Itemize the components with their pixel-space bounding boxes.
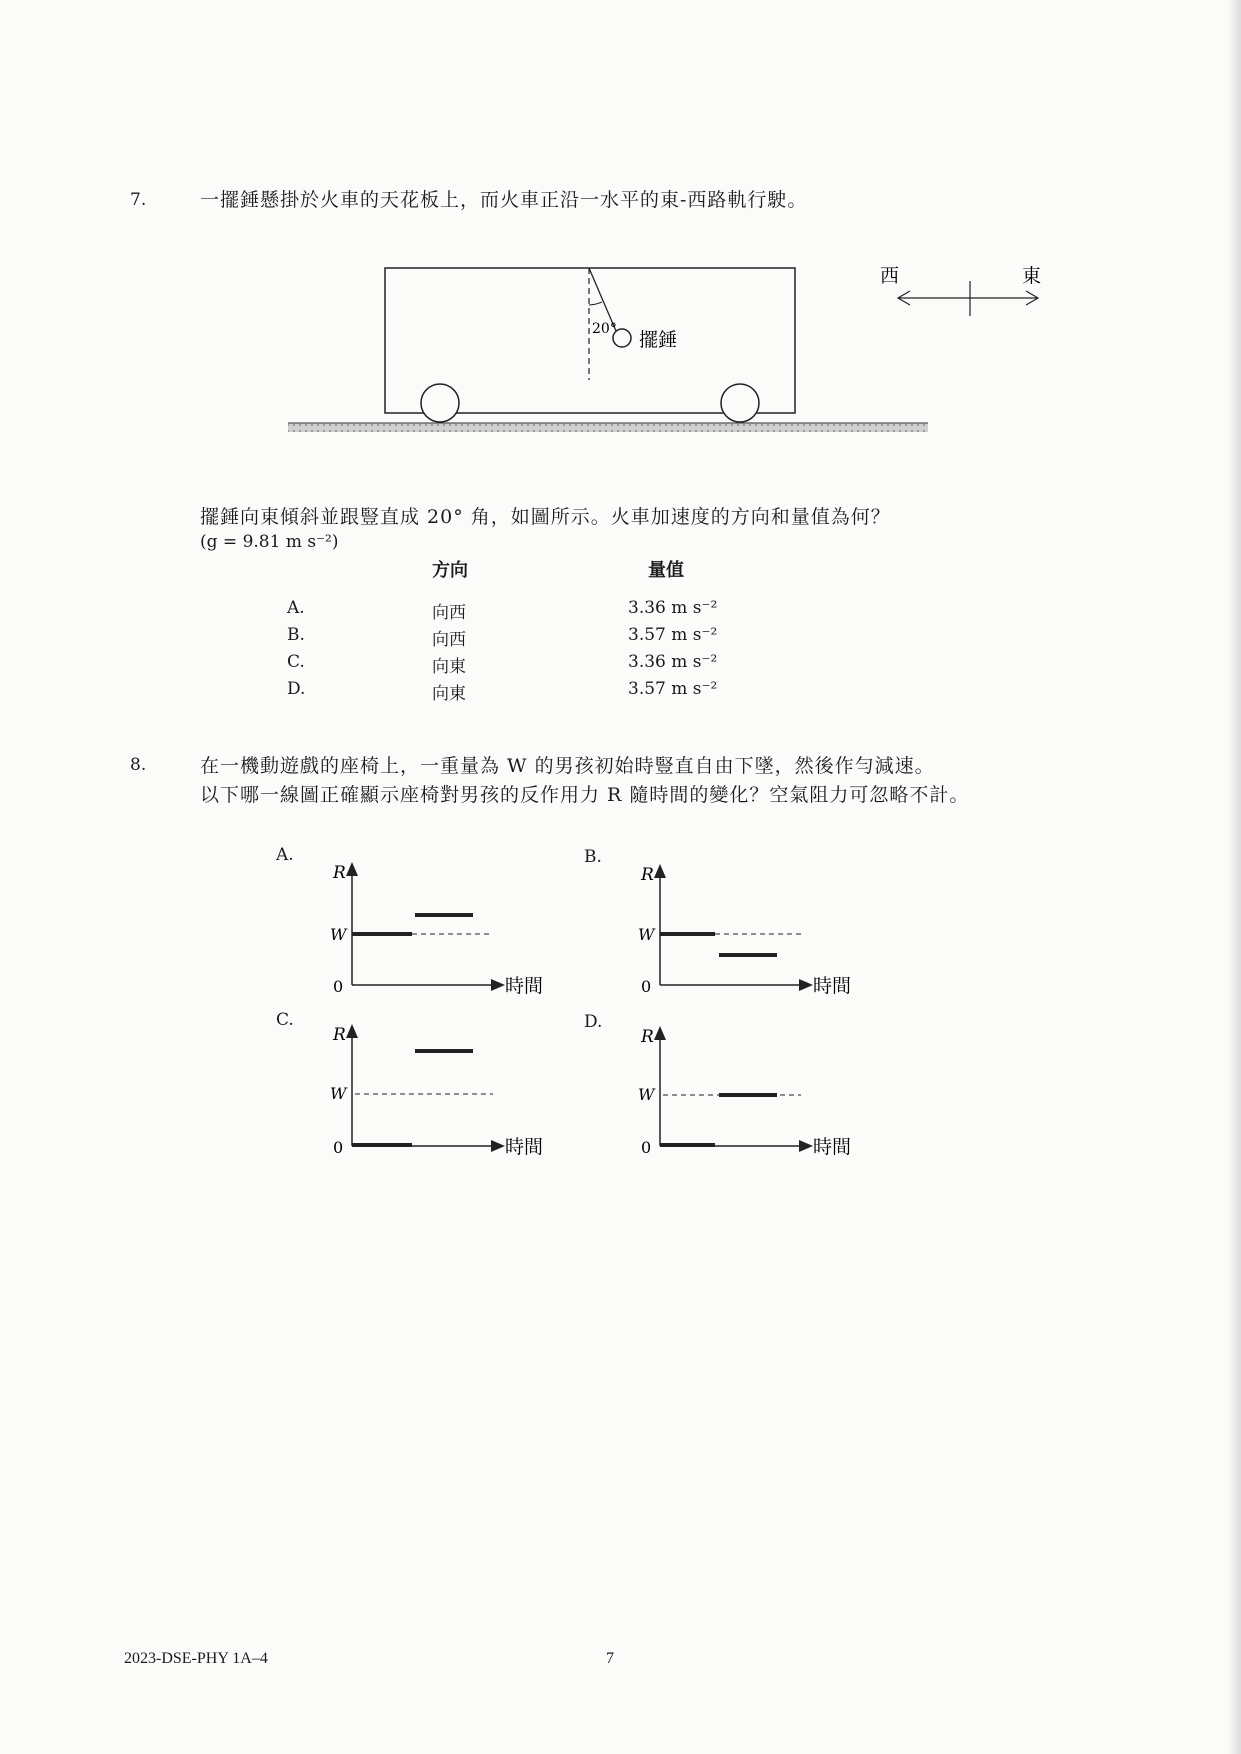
y-axis-label: R <box>641 865 654 885</box>
q7-train-diagram <box>280 255 1060 445</box>
q7-option-a-magnitude: 3.36 m s⁻² <box>628 598 718 618</box>
weight-label: W <box>330 925 347 944</box>
q7-given: (g = 9.81 m s⁻²) <box>200 532 339 552</box>
zero-label: 0 <box>333 977 344 996</box>
q7-option-c-direction: 向東 <box>432 657 466 677</box>
q7-option-c-letter: C. <box>287 652 305 672</box>
x-axis-arrow-icon <box>799 979 813 991</box>
q8-graph-b-letter: B. <box>584 847 602 867</box>
q8-graph-a-letter: A. <box>276 845 294 865</box>
q7-header-direction: 方向 <box>432 560 468 581</box>
weight-label: W <box>638 1085 655 1104</box>
angle-arc <box>589 302 602 305</box>
y-axis-label: R <box>641 1027 654 1047</box>
west-label: 西 <box>880 265 900 287</box>
page-number: 7 <box>606 1650 614 1667</box>
east-label: 東 <box>1022 265 1042 287</box>
q7-stem: 一擺錘懸掛於火車的天花板上，而火車正沿一水平的東-西路軌行駛。 <box>200 189 808 211</box>
y-axis-arrow-icon <box>654 1026 666 1040</box>
zero-label: 0 <box>641 977 652 996</box>
q7-option-d-direction: 向東 <box>432 684 466 704</box>
q7-option-b-letter: B. <box>287 625 305 645</box>
q7-question: 擺錘向東傾斜並跟豎直成 20° 角，如圖所示。火車加速度的方向和量值為何？ <box>200 506 891 528</box>
x-axis-label: 時間 <box>813 975 852 997</box>
ground <box>288 423 928 432</box>
q8-graph-c-letter: C. <box>276 1010 294 1030</box>
q7-option-a-letter: A. <box>287 598 305 618</box>
y-axis-arrow-icon <box>346 862 358 876</box>
q8-graph-b <box>633 862 873 1007</box>
y-axis-arrow-icon <box>654 864 666 878</box>
angle-label: 20° <box>592 321 617 337</box>
x-axis-arrow-icon <box>491 979 505 991</box>
q8-line2: 以下哪一線圖正確顯示座椅對男孩的反作用力 R 隨時間的變化？空氣阻力可忽略不計。 <box>200 784 970 806</box>
y-axis-arrow-icon <box>346 1024 358 1038</box>
paper-code: 2023-DSE-PHY 1A–4 <box>124 1650 268 1667</box>
q8-graph-c <box>325 1022 565 1167</box>
y-axis-label: R <box>333 1025 346 1045</box>
q7-header-magnitude: 量值 <box>648 560 684 581</box>
q8-graph-d-letter: D. <box>584 1012 603 1032</box>
weight-label: W <box>330 1084 347 1103</box>
wheel-right <box>721 384 759 422</box>
q7-number: 7. <box>130 190 147 210</box>
x-axis-arrow-icon <box>491 1140 505 1152</box>
y-axis-label: R <box>333 863 346 883</box>
q7-option-d-letter: D. <box>287 679 306 699</box>
x-axis-label: 時間 <box>813 1136 852 1158</box>
q7-option-c-magnitude: 3.36 m s⁻² <box>628 652 718 672</box>
q8-graph-a <box>325 860 565 1005</box>
q7-option-d-magnitude: 3.57 m s⁻² <box>628 679 718 699</box>
pendulum-label: 擺錘 <box>639 329 678 351</box>
x-axis-label: 時間 <box>505 1136 544 1158</box>
weight-label: W <box>638 925 655 944</box>
zero-label: 0 <box>641 1138 652 1157</box>
zero-label: 0 <box>333 1138 344 1157</box>
q7-option-b-magnitude: 3.57 m s⁻² <box>628 625 718 645</box>
q7-option-a-direction: 向西 <box>432 603 466 623</box>
q8-line1: 在一機動遊戲的座椅上，一重量為 W 的男孩初始時豎直自由下墜，然後作勻減速。 <box>200 755 935 777</box>
wheel-left <box>421 384 459 422</box>
q8-graph-d <box>633 1024 873 1169</box>
scan-shadow <box>1227 0 1241 1754</box>
q7-option-b-direction: 向西 <box>432 630 466 650</box>
x-axis-label: 時間 <box>505 975 544 997</box>
x-axis-arrow-icon <box>799 1140 813 1152</box>
q8-number: 8. <box>130 755 147 775</box>
